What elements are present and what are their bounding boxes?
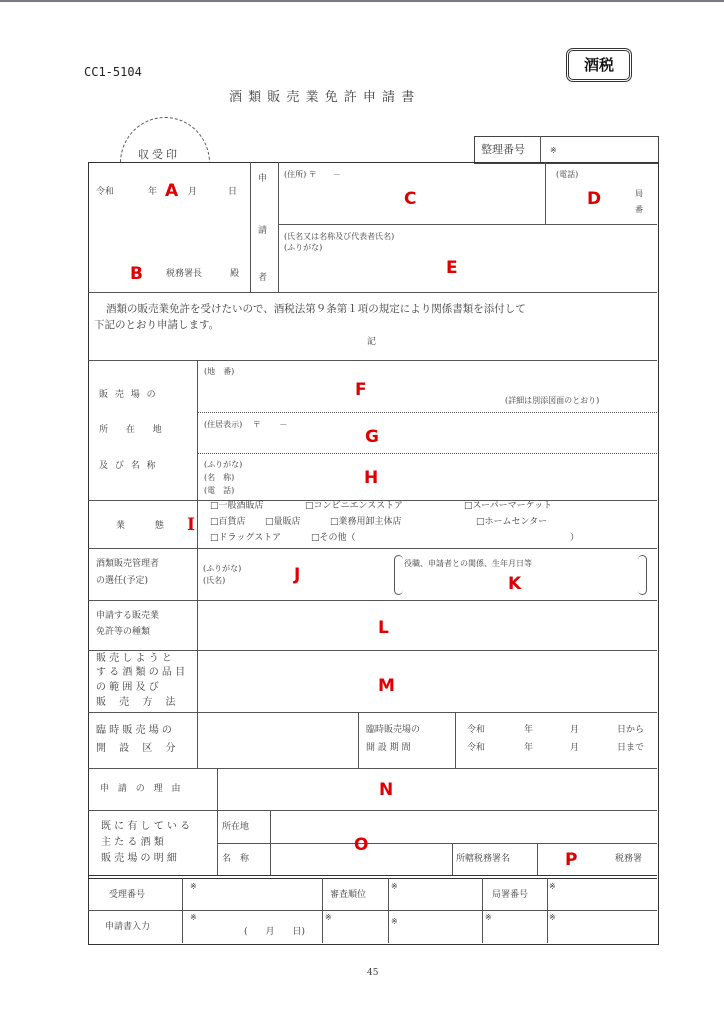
to-month: 月 — [570, 743, 580, 753]
dotted-divider — [197, 453, 657, 454]
statement-ki: 記 — [367, 337, 377, 347]
temp-category-label-1: 臨 時 販 売 場 の — [96, 725, 172, 736]
divider — [88, 768, 657, 769]
divider — [217, 843, 657, 844]
option-supermarket[interactable]: □スーパーマーケット — [464, 501, 553, 511]
annotation-m: M — [378, 676, 395, 696]
option-department-store[interactable]: □百貨店 — [210, 517, 246, 527]
receipt-no-label: 受理番号 — [109, 890, 146, 900]
annotation-d: D — [587, 189, 602, 209]
existing-label-3: 販 売 場 の 明 細 — [101, 853, 177, 864]
divider — [540, 136, 541, 162]
divider — [197, 600, 198, 712]
existing-label-2: 主 た る 酒 類 — [101, 837, 164, 848]
option-other-close: ） — [570, 533, 580, 543]
exam-order-mark: ※ — [391, 882, 398, 891]
tax-office-chief: 税務署長 — [166, 269, 203, 279]
temp-period-label-1: 臨時販売場の — [366, 725, 421, 735]
items-label-1: 販 売 し よ う と — [96, 653, 172, 664]
annotation-l: L — [378, 618, 389, 638]
divider — [455, 712, 456, 768]
annotation-b: B — [130, 264, 143, 284]
input-mark: ※ — [190, 913, 197, 922]
existing-name-label: 名 称 — [222, 854, 250, 864]
divider — [322, 878, 323, 943]
date-year: 年 — [148, 187, 158, 197]
divider — [250, 162, 251, 292]
annotation-e: E — [446, 258, 458, 278]
divider — [547, 878, 548, 943]
option-general-liquor-store[interactable]: □一般酒販店 — [210, 501, 264, 511]
dotted-divider — [197, 412, 657, 413]
option-drugstore[interactable]: □ドラッグストア — [210, 533, 281, 543]
name-label: (氏名又は名称及び代表者氏名) — [284, 232, 395, 241]
statement-line-1: 酒類の販売業免許を受けたいので、酒税法第９条第１項の規定により関係書類を添付して — [106, 303, 526, 315]
manager-furigana-label: (ふりがな) — [203, 564, 242, 573]
jurisdiction-label: 所轄税務署名 — [456, 854, 511, 864]
divider — [88, 712, 657, 713]
jukyo-label: (住居表示) 〒 － — [204, 420, 288, 429]
business-type-label: 業 態 — [116, 521, 170, 531]
address-label: (住所) 〒 － — [284, 170, 341, 179]
divider — [278, 162, 279, 292]
divider — [88, 600, 657, 601]
phone-unit-ban: 番 — [635, 205, 643, 214]
from-era: 令和 — [467, 725, 486, 735]
form-code: CC1-5104 — [84, 65, 142, 79]
option-other[interactable]: □その他（ — [311, 533, 356, 543]
from-year: 年 — [524, 725, 534, 735]
chiban-label: (地 番) — [204, 367, 235, 376]
annotation-o: O — [354, 835, 369, 855]
exam-order-label: 審査順位 — [330, 890, 367, 900]
ref-number-label: 整理番号 — [481, 143, 525, 156]
annotation-j: J — [294, 565, 301, 585]
existing-location-label: 所在地 — [222, 822, 250, 832]
to-year: 年 — [524, 743, 534, 753]
input-date: ( 月 日) — [244, 927, 306, 937]
honorific: 殿 — [230, 269, 240, 279]
divider — [88, 810, 657, 811]
divider — [217, 768, 218, 875]
divider — [482, 878, 483, 943]
place-phone-label: (電 話) — [204, 486, 235, 495]
existing-label-1: 既 に 有 し て い る — [101, 821, 191, 832]
divider — [88, 910, 657, 911]
manager-label-2: の選任(予定) — [96, 576, 149, 586]
date-day: 日 — [228, 187, 238, 197]
annotation-n: N — [379, 780, 394, 800]
right-bracket — [638, 555, 647, 595]
divider — [358, 712, 359, 768]
divider — [452, 843, 453, 875]
divider — [88, 292, 657, 293]
option-home-center[interactable]: □ホームセンター — [476, 517, 548, 527]
annotation-h: H — [364, 468, 379, 488]
manager-detail-label: 役職、申請者との関係、生年月日等 — [404, 559, 532, 568]
manager-label-1: 酒類販売管理者 — [96, 559, 160, 569]
reason-label: 申 請 の 理 由 — [100, 784, 184, 794]
option-wholesale[interactable]: □業務用卸主体店 — [330, 517, 402, 527]
license-type-label-2: 免許等の種類 — [96, 627, 151, 637]
manager-name-label: (氏名) — [203, 576, 226, 585]
temp-period-label-2: 開 設 期 間 — [366, 743, 411, 753]
divider — [88, 360, 657, 361]
items-label-2: す る 酒 類 の 品 目 — [96, 667, 186, 678]
divider — [545, 162, 546, 224]
furigana-label: (ふりがな) — [284, 243, 323, 252]
annotation-k: K — [508, 574, 522, 594]
divider — [197, 712, 198, 768]
receipt-no-mark: ※ — [190, 882, 197, 891]
viewer-top-border — [0, 0, 724, 2]
input-mark-3: ※ — [391, 917, 398, 926]
annotation-i: I — [187, 515, 195, 535]
annotation-c: C — [404, 189, 417, 209]
annotation-p: P — [565, 850, 578, 870]
applicant-side-2: 請 — [258, 226, 268, 236]
bureau-no-mark: ※ — [549, 882, 556, 891]
date-era: 令和 — [96, 187, 115, 197]
phone-label: (電話) — [556, 170, 579, 179]
sales-place-label-2: 所 在 地 — [99, 425, 164, 435]
input-mark-5: ※ — [549, 913, 556, 922]
place-name-label: (名 称) — [204, 473, 235, 482]
ref-number-mark: ※ — [550, 146, 557, 155]
from-month: 月 — [570, 725, 580, 735]
divider — [278, 224, 657, 225]
items-label-3: の 範 囲 及 び — [96, 682, 159, 693]
phone-unit-kyoku: 局 — [635, 189, 643, 198]
annotation-f: F — [355, 380, 367, 400]
sales-place-label-1: 販 売 場 の — [99, 390, 158, 400]
from-day: 日から — [617, 725, 645, 735]
temp-category-label-2: 開 設 区 分 — [96, 743, 176, 754]
left-bracket — [394, 555, 403, 595]
divider — [388, 878, 389, 943]
place-furigana-label: (ふりがな) — [204, 460, 243, 469]
detail-note: (詳細は別添図面のとおり) — [505, 396, 600, 405]
divider — [197, 360, 198, 600]
annotation-g: G — [365, 427, 379, 447]
option-convenience-store[interactable]: □コンビニエンスストア — [305, 501, 403, 511]
divider — [88, 548, 657, 549]
divider — [182, 878, 183, 943]
form-title: 酒 類 販 売 業 免 許 申 請 書 — [229, 90, 416, 105]
divider — [88, 875, 657, 876]
to-era: 令和 — [467, 743, 486, 753]
bureau-no-label: 局署番号 — [492, 890, 529, 900]
statement-line-2: 下記のとおり申請します。 — [94, 319, 220, 331]
divider — [88, 878, 657, 879]
receipt-stamp-label: 収受印 — [138, 148, 180, 161]
tax-office-suffix: 税務署 — [615, 854, 643, 864]
to-day: 日まで — [617, 743, 645, 753]
liquor-tax-stamp: 酒税 — [566, 48, 632, 82]
page-number: 45 — [367, 968, 379, 978]
items-label-4: 販 売 方 法 — [96, 697, 176, 708]
input-mark-2: ※ — [325, 913, 332, 922]
annotation-a: A — [165, 181, 179, 201]
applicant-side-3: 者 — [258, 273, 268, 283]
option-mass-retailer[interactable]: □量販店 — [265, 517, 301, 527]
divider — [537, 843, 538, 875]
input-mark-4: ※ — [485, 913, 492, 922]
divider — [88, 650, 657, 651]
applicant-side-1: 申 — [258, 174, 268, 184]
date-month: 月 — [188, 187, 198, 197]
sales-place-label-3: 及 び 名 称 — [99, 461, 158, 471]
input-label: 申請書入力 — [105, 922, 151, 932]
license-type-label-1: 申請する販売業 — [96, 611, 160, 621]
